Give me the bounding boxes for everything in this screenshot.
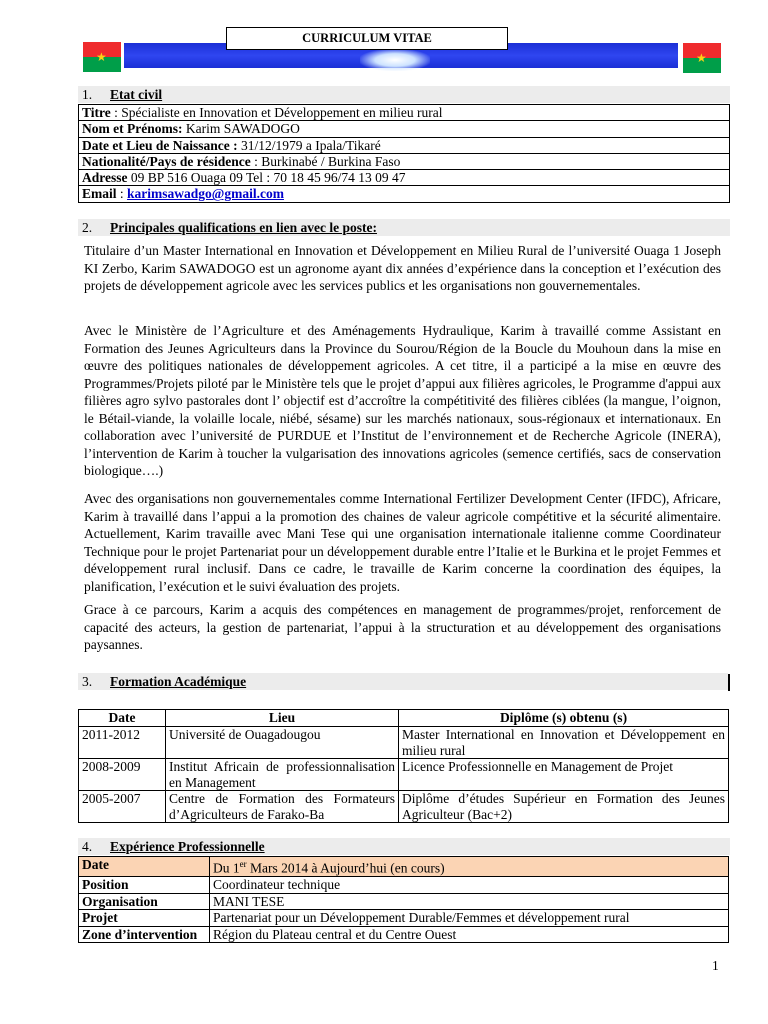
table-row: [79, 926, 729, 943]
civil-row-titre: Titre : Spécialiste en Innovation et Développement en milieu rural: [79, 105, 729, 121]
email-link[interactable]: karimsawadgo@gmail.com: [127, 186, 284, 202]
cell-date: 2005-2007: [79, 791, 166, 823]
table-row: [79, 791, 729, 823]
cell-diplome: Diplôme d’études Supérieur en Formation des Jeunes Agriculteur (Bac+2): [399, 791, 729, 823]
table-row: [79, 727, 729, 759]
qualification-paragraph: Avec le Ministère de l’Agriculture et des Aménagements Hydraulique, Karim à travaillé comme Assistant en Formation des Jeunes Agriculteurs dans la Province du Sourou/Région de la Boucle du Mouhoun dans la mise en œuvre des politiques nationales de développement agricoles. A cet titre, il a participé a la mise en œuvre des Programmes/Projets piloté par le Ministère tels que le projet d’appui aux filières agricoles, le Programme d'appui aux filières agro sylvo pastorales dont l’ objectif est d’accroître la compétitivité des filières ciblées (la mangue, l’oignon, le Bétail-viande, la volaille locale, niébé, sésame) sur les marchés nationaux, sous-régionaux et internationaux. En collaboration avec l’université de PURDUE et l’Institut de l’environnement et de Recherche Agricole (INERA), l’intervention de Karim à toucher la vulgarisation des innovations agricoles (semence certifiés, sacs de conservation biologique….): [84, 323, 721, 478]
civil-row-nom: Nom et Prénoms: Karim SAWADOGO: [79, 121, 729, 137]
experience-value: Coordinateur technique: [210, 877, 729, 894]
table-row: [79, 877, 729, 894]
table-row: [79, 893, 729, 910]
civil-row-adresse: Adresse 09 BP 516 Ouaga 09 Tel : 70 18 45 96/74 13 09 47: [79, 170, 729, 186]
experience-value: Partenariat pour un Développement Durable/Femmes et développement rural: [210, 910, 729, 927]
qualification-paragraph: Titulaire d’un Master International en Innovation et Développement en Milieu Rural de l’université Ouaga 1 Joseph KI Zerbo, Karim SAWADOGO est un agronome ayant dix années d’expérience dans la conception et l’exécution des projets de développement agricole avec les services publics et les organisations non gouvernementales.: [84, 243, 721, 293]
cell-lieu: Centre de Formation des Formateurs d’Agriculteurs de Farako-Ba: [166, 791, 399, 823]
qualification-paragraph: Grace à ce parcours, Karim a acquis des compétences en management de programmes/projet, renforcement de capacité des acteurs, la gestion de partenariat, l’appui à la structuration et au développement des organisations paysannes.: [84, 602, 721, 652]
section-heading-etat-civil: 1. Etat civil: [78, 86, 730, 103]
flag-left-icon: ★: [83, 42, 121, 72]
column-header-date: Date: [79, 710, 166, 727]
flag-right-icon: ★: [683, 43, 721, 73]
cell-date: 2011-2012: [79, 727, 166, 759]
cell-diplome: Licence Professionnelle en Management de Projet: [399, 759, 729, 791]
experience-label: Position: [79, 877, 210, 894]
table-row: [79, 857, 729, 877]
experience-table: [78, 856, 729, 943]
experience-label: Organisation: [79, 893, 210, 910]
experience-label: Zone d’intervention: [79, 926, 210, 943]
civil-row-email: Email : karimsawadgo@gmail.com: [82, 186, 284, 202]
section-heading-formation: 3. Formation Académique: [78, 673, 728, 690]
cell-date: 2008-2009: [79, 759, 166, 791]
experience-label: Date: [79, 857, 210, 877]
table-header-row: [79, 710, 729, 727]
section-heading-qualifications: 2. Principales qualifications en lien avec le poste:: [78, 219, 730, 236]
formation-table: [78, 709, 729, 823]
qualification-paragraph: Avec des organisations non gouvernementales comme International Fertilizer Development Center (IFDC), Africare, Karim à travaillé dans l’appui a la promotion des chaines de valeur agricole compétitive et la sécurité alimentaire. Actuellement, Karim travaille avec Mani Tese qui une organisation internationale italienne comme Coordinateur Technique pour le projet Partenariat pour un développement durable entre l’Italie et le Burkina et le projet Femmes et développement rural inclusif. Dans ce cadre, le travaille de Karim concerne la coordination des équipes, la planification, l’exécution et le suivi évaluation des projets.: [84, 491, 721, 594]
cell-lieu: Université de Ouagadougou: [166, 727, 399, 759]
experience-value: MANI TESE: [210, 893, 729, 910]
column-header-lieu: Lieu: [166, 710, 399, 727]
civil-row-nationalite: Nationalité/Pays de résidence : Burkinabé / Burkina Faso: [79, 154, 729, 170]
document-title: CURRICULUM VITAE: [226, 27, 508, 50]
experience-value: Région du Plateau central et du Centre Ouest: [210, 926, 729, 943]
table-row: [79, 759, 729, 791]
section-heading-experience: 4. Expérience Professionnelle: [78, 838, 730, 855]
text-cursor-bar: [728, 674, 730, 691]
civil-row-naissance: Date et Lieu de Naissance : 31/12/1979 a Ipala/Tikaré: [79, 138, 729, 154]
etat-civil-box: [78, 104, 730, 203]
experience-label: Projet: [79, 910, 210, 927]
cell-diplome: Master International en Innovation et Développement en milieu rural: [399, 727, 729, 759]
column-header-diplome: Diplôme (s) obtenu (s): [399, 710, 729, 727]
experience-value: Du 1er Mars 2014 à Aujourd’hui (en cours): [210, 857, 729, 877]
table-row: [79, 910, 729, 927]
cell-lieu: Institut Africain de professionnalisation en Management: [166, 759, 399, 791]
page-number: 1: [712, 958, 719, 973]
